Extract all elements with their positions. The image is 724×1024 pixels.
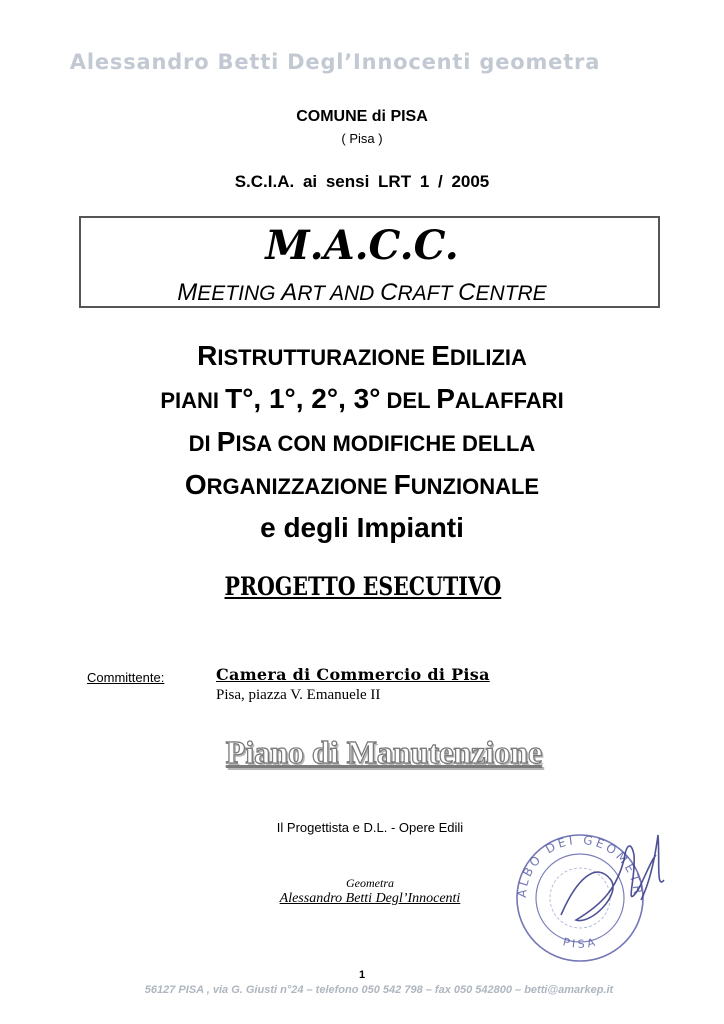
client-name: Camera di Commercio di Pisa: [216, 665, 490, 684]
client-address: Pisa, piazza V. Emanuele II: [216, 687, 381, 703]
project-phase: PROGETTO ESECUTIVO: [224, 572, 502, 601]
title-line-2: PIANI T°, 1°, 2°, 3° DEL PALAFFARI: [160, 383, 564, 414]
page-number: 1: [358, 969, 366, 981]
municipality-title: COMUNE di PISA: [296, 108, 428, 125]
client-label: Committente:: [87, 670, 165, 685]
project-acronym: M.A.C.C.: [265, 222, 459, 269]
project-description: [0, 337, 724, 547]
designer-role: Il Progettista e D.L. - Opere Edili: [276, 820, 464, 835]
svg-text:PISA: PISA: [561, 935, 600, 951]
scia-reference: S.C.I.A. ai sensi LRT 1 / 2005: [234, 172, 490, 191]
footer-contacts: 56127 PISA , via G. Giusti n°24 – telefono 050 542 798 – fax 050 542800 – betti@amarkep.it: [144, 984, 614, 996]
title-line-3: DI PISA CON MODIFICHE DELLA: [188, 426, 536, 457]
title-line-1: RISTRUTTURAZIONE EDILIZIA: [197, 340, 527, 371]
professional-stamp-and-signature: [506, 820, 676, 975]
designer-qualification: Geometra: [346, 876, 394, 890]
province: ( Pisa ): [341, 131, 383, 146]
designer-name: Alessandro Betti Degl’Innocenti: [279, 891, 461, 906]
document-type: Piano di Manutenzione: [225, 734, 543, 770]
title-line-5: e degli Impianti: [260, 512, 464, 543]
project-full-name: MEETING ART AND CRAFT CENTRE: [177, 279, 547, 306]
svg-text:ALBO DEI GEOMETRI: ALBO DEI GEOMETR: [514, 832, 646, 899]
title-line-4: ORGANIZZAZIONE FUNZIONALE: [184, 469, 540, 500]
letterhead: Alessandro Betti Degl’Innocenti geometra: [69, 50, 601, 74]
